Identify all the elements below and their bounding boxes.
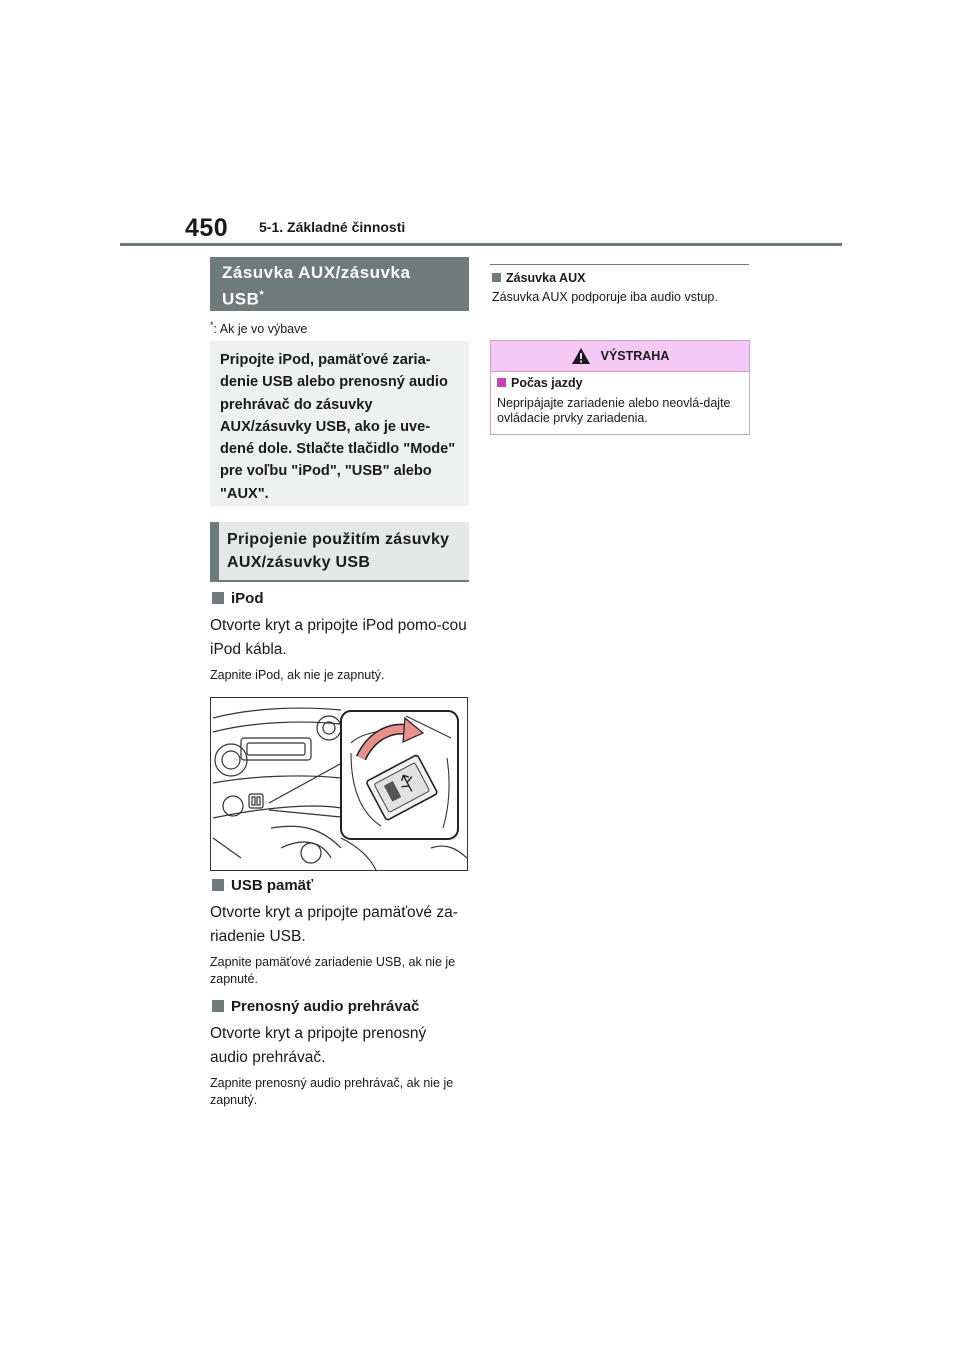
- warning-header: [491, 341, 749, 372]
- item-note-ipod: Zapnite iPod, ak nie je zapnutý.: [210, 668, 385, 682]
- header-rule: [120, 243, 842, 246]
- footnote: [210, 320, 307, 336]
- item-heading-ipod: [212, 590, 264, 607]
- subheading-text: Pripojenie použitím zásuvky AUX/zásuvky USB: [227, 531, 450, 571]
- item-text-player: Otvorte kryt a pripojte prenosný audio prehrávač.: [210, 1025, 427, 1066]
- item-text-usb: Otvorte kryt a pripojte pamäťové za-riadenie USB.: [210, 904, 458, 945]
- bullet-square-icon: [212, 1000, 224, 1012]
- item-heading-usb: [212, 877, 313, 894]
- page-title: [210, 257, 469, 311]
- intro-text: Pripojte iPod, pamäťové zaria-denie USB alebo prenosný audio prehrávač do zásuvky AUX/zásuvky USB, ako je uve-dené dole. Stlačte tlačidlo "Mode" pre voľbu "iPod", "USB" alebo "AUX".: [220, 352, 456, 502]
- aux-text: Zásuvka AUX podporuje iba audio vstup.: [492, 290, 718, 304]
- aux-heading-text: Zásuvka AUX: [506, 271, 586, 285]
- aux-heading: [492, 271, 585, 285]
- warning-subheading: [497, 376, 583, 390]
- warning-box: [490, 340, 750, 435]
- item-note-usb: Zapnite pamäťové zariadenie USB, ak nie je zapnuté.: [210, 955, 456, 986]
- item-note-player: Zapnite prenosný audio prehrávač, ak nie je zapnutý.: [210, 1076, 454, 1107]
- item-text-ipod: Otvorte kryt a pripojte iPod pomo-cou iPod kábla.: [210, 617, 467, 658]
- item-heading-text: Prenosný audio prehrávač: [231, 998, 420, 1015]
- console-illustration: [210, 697, 468, 871]
- bullet-square-icon: [492, 273, 501, 282]
- warning-text: Nepripájajte zariadenie alebo neovlá-dajte ovládacie prvky zariadenia.: [497, 396, 731, 425]
- footnote-text: : Ak je vo výbave: [213, 322, 308, 337]
- footnote-marker: *: [210, 320, 214, 330]
- subheading-box: [210, 522, 469, 582]
- page-number: 450: [185, 214, 229, 242]
- usb-aux-port-illustration: [211, 698, 467, 870]
- warning-subheading-text: Počas jazdy: [511, 376, 583, 390]
- intro-box: [210, 341, 469, 506]
- right-column-rule: [490, 264, 749, 265]
- bullet-square-icon: [212, 592, 224, 604]
- section-title: 5-1. Základné činnosti: [259, 219, 406, 235]
- page-title-text: Zásuvka AUX/zásuvka USB: [222, 263, 411, 309]
- bullet-square-icon: [497, 378, 506, 387]
- item-heading-player: [212, 998, 419, 1015]
- warning-triangle-icon: [571, 347, 591, 365]
- warning-title: VÝSTRAHA: [600, 349, 670, 363]
- bullet-square-icon: [212, 879, 224, 891]
- title-asterisk: *: [259, 289, 265, 301]
- item-heading-text: USB pamäť: [231, 877, 314, 894]
- item-heading-text: iPod: [231, 590, 264, 607]
